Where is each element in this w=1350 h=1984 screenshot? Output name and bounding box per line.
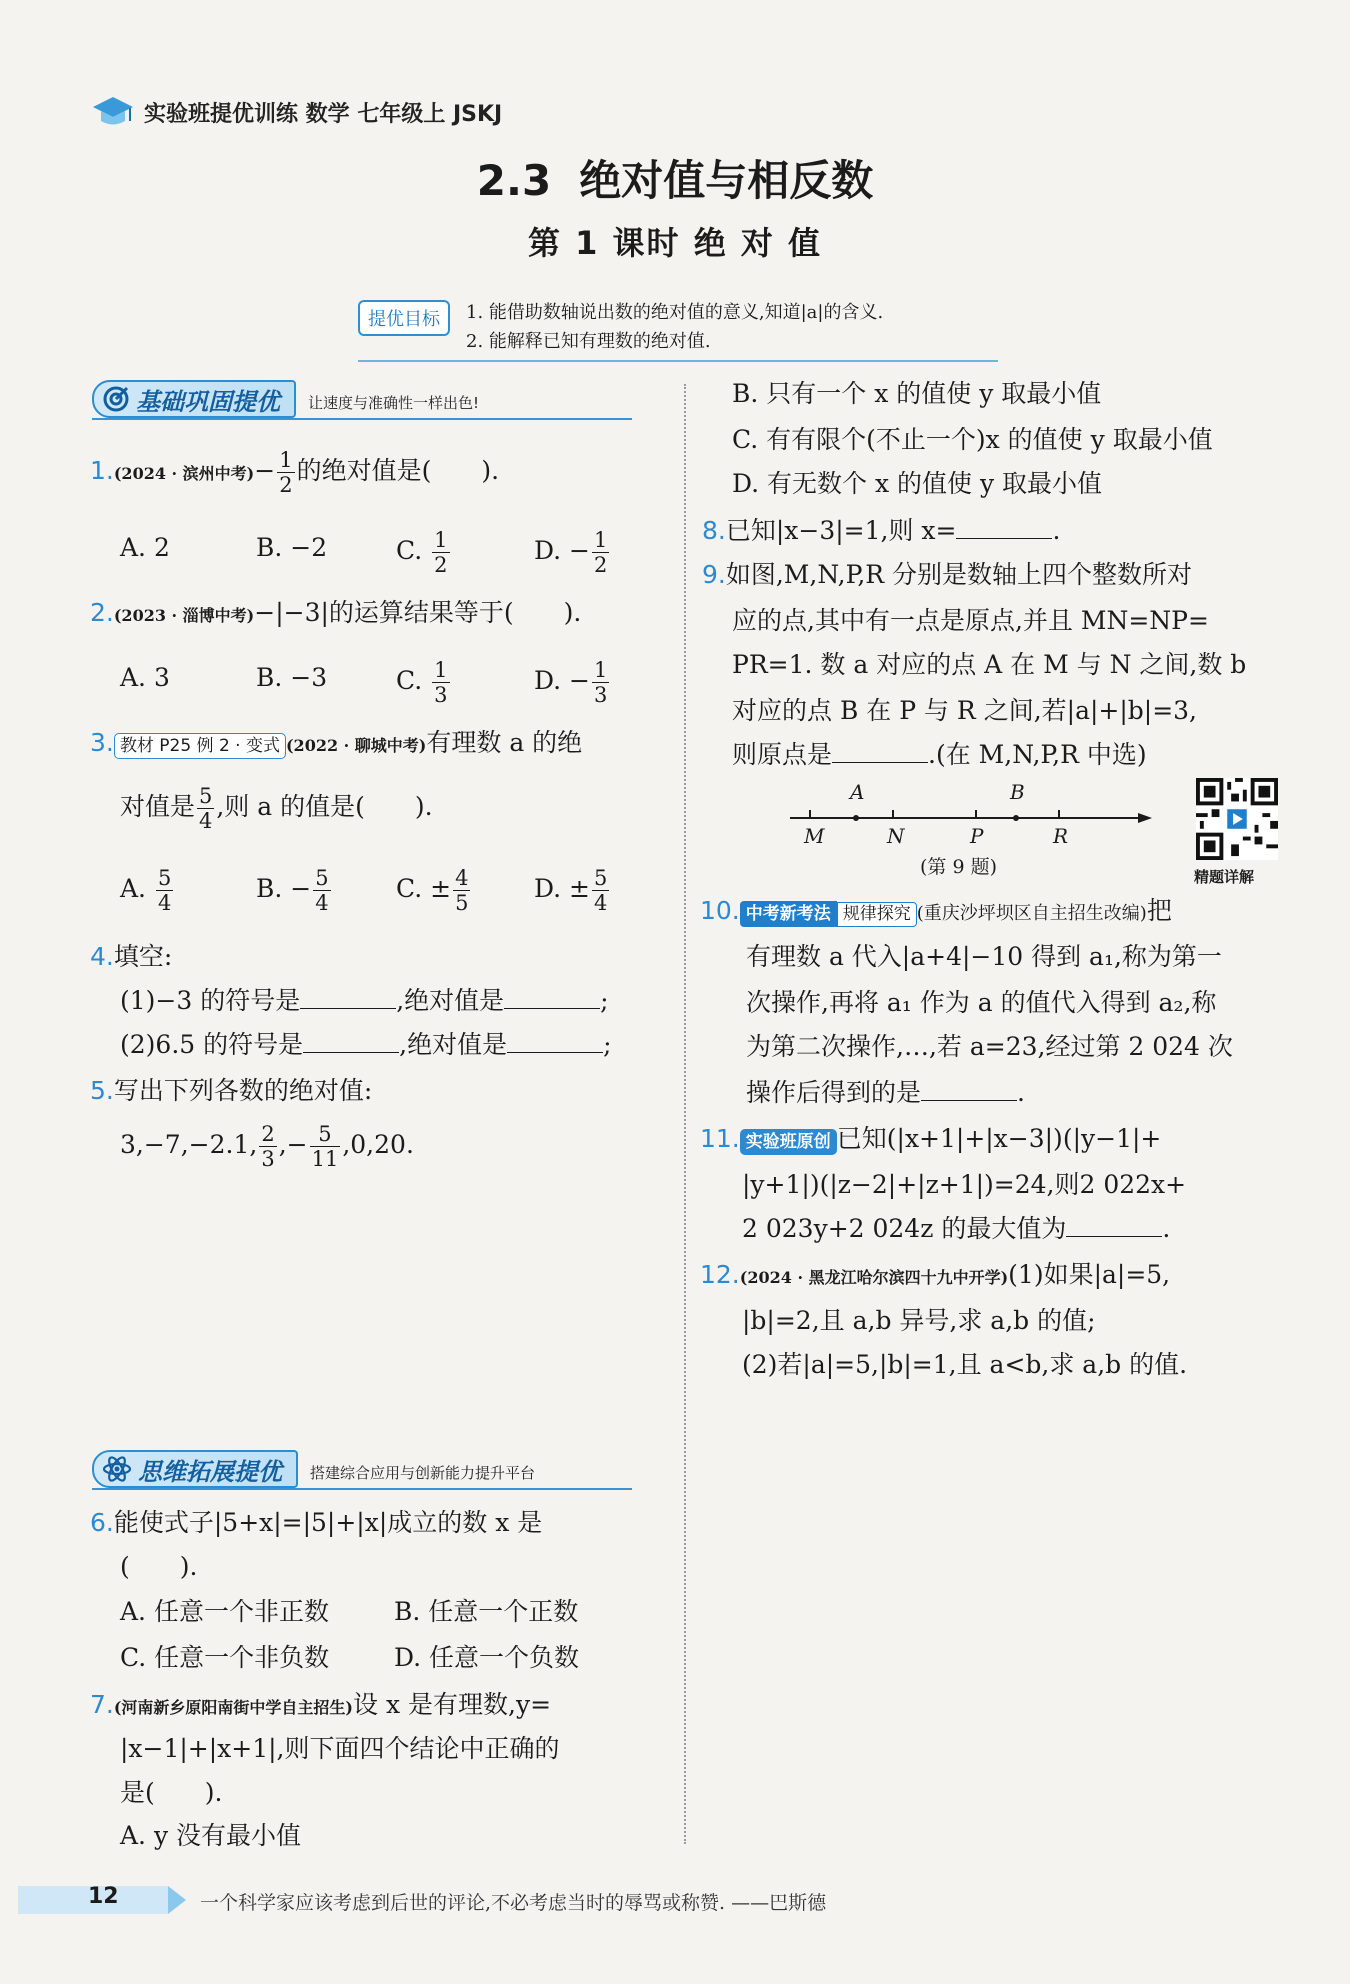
option-b: B. 只有一个 x 的值使 y 取最小值 (732, 379, 1102, 408)
option-b: B. 任意一个正数 (394, 1597, 579, 1626)
question-6-line-2: ( ). (120, 1552, 198, 1581)
question-3: 3. 教材 P25 例 2 · 变式 (2022 · 聊城中考)有理数 a 的绝 (90, 728, 583, 757)
question-9: 9.如图,M,N,P,R 分别是数轴上四个整数所对 (702, 560, 1193, 589)
point-n-label: N (887, 824, 905, 848)
question-11: 11. 实验班原创 已知(|x+1|+|x−3|)(|y−1|+ (700, 1124, 1162, 1153)
question-4-part-2: (2)6.5 的符号是 ,绝对值是 ; (120, 1030, 612, 1059)
question-4: 4.填空: (90, 942, 173, 971)
question-number: 1. (90, 456, 114, 485)
section-title (0, 148, 1350, 208)
point-r-label: R (1053, 824, 1069, 848)
graduation-cap-icon (92, 95, 134, 129)
section-name: 绝对值与相反数 (579, 156, 874, 205)
option-a: A. 2 (120, 533, 170, 562)
option-d: D. − $\frac{1}{2}$ (534, 528, 608, 577)
question-3-line-2: 对值是 $\frac{5}{4}$ ,则 a 的值是( ). (120, 784, 433, 833)
qr-caption: 精题详解 (1194, 868, 1255, 886)
book-header (92, 92, 502, 132)
section-number: 2.3 (476, 156, 552, 205)
point-m-label: M (804, 824, 825, 848)
original-tag: 实验班原创 (740, 1129, 837, 1155)
question-12-line: (2)若|a|=5,|b|=1,且 a<b,求 a,b 的值. (742, 1350, 1188, 1379)
option-b: B. −3 (256, 663, 328, 692)
option-b: B. −2 (256, 533, 328, 562)
question-11-line: |y+1|)(|z−2|+|z+1|)=24,则2 022x+ (742, 1170, 1187, 1199)
book-title: 实验班提优训练 数学 七年级上 JSKJ (144, 101, 503, 127)
question-10-line: 操作后得到的是 . (746, 1078, 1025, 1107)
question-source: (2024 · 滨州中考) (113, 464, 255, 483)
question-2: 2.(2023 · 淄博中考)−|−3|的运算结果等于( ). (90, 598, 582, 627)
question-9-line: 应的点,其中有一点是原点,并且 MN=NP= (732, 606, 1209, 635)
page-footer (0, 1880, 1350, 1924)
question-12: 12.(2024 · 黑龙江哈尔滨四十九中开学)(1)如果|a|=5, (700, 1260, 1171, 1289)
question-5: 5.写出下列各数的绝对值: (90, 1076, 373, 1105)
topic-tag: 规律探究 (837, 902, 917, 927)
page-number: 12 (88, 1884, 119, 1909)
point-p-label: P (970, 824, 984, 848)
question-6: 6.能使式子|5+x|=|5|+|x|成立的数 x 是 (90, 1508, 543, 1537)
goal-line: 1. 能借助数轴说出数的绝对值的意义,知道|a|的含义. (466, 302, 884, 323)
question-9-line: PR=1. 数 a 对应的点 A 在 M 与 N 之间,数 b (732, 650, 1247, 679)
question-7: 7.(河南新乡原阳南街中学自主招生)设 x 是有理数,y= (90, 1690, 552, 1719)
question-12-line: |b|=2,且 a,b 异号,求 a,b 的值; (742, 1306, 1096, 1335)
question-7-line-3: 是( ). (120, 1778, 223, 1807)
ext-section-subtitle: 搭建综合应用与创新能力提升平台 (310, 1464, 536, 1482)
option-a: A. 任意一个非正数 (120, 1597, 329, 1626)
goals-label: 提优目标 (358, 300, 450, 336)
option-d: D. 任意一个负数 (394, 1643, 580, 1672)
qr-code-icon[interactable] (1196, 778, 1278, 860)
ext-section-title: 思维拓展提优 (138, 1457, 282, 1486)
question-4-part-1: (1)−3 的符号是 ,绝对值是 ; (120, 986, 609, 1015)
question-8: 8.已知|x−3|=1,则 x= . (702, 516, 1061, 545)
question-10-line: 为第二次操作,…,若 a=23,经过第 2 024 次 (746, 1032, 1233, 1061)
option-c: C. ± $\frac{4}{5}$ (396, 866, 469, 915)
option-b: B. − $\frac{5}{4}$ (256, 866, 329, 915)
option-a: A. y 没有最小值 (120, 1821, 302, 1850)
lesson-title: 第 1 课时 绝 对 值 (528, 224, 822, 262)
exam-tag: 中考新考法 (740, 901, 837, 927)
basic-section-banner (92, 378, 632, 420)
basic-section-title: 基础巩固提优 (136, 387, 280, 416)
question-11-line: 2 023y+2 024z 的最大值为 . (742, 1214, 1171, 1243)
option-d: D. ± $\frac{5}{4}$ (534, 866, 608, 915)
option-c: C. 有有限个(不止一个)x 的值使 y 取最小值 (732, 425, 1213, 454)
question-7-line-2: |x−1|+|x+1|,则下面四个结论中正确的 (120, 1734, 560, 1763)
point-b-label: B (1010, 780, 1025, 804)
basic-section-subtitle: 让速度与准确性一样出色! (308, 394, 480, 412)
option-d: D. 有无数个 x 的值使 y 取最小值 (732, 469, 1103, 498)
option-a: A. 3 (120, 663, 170, 692)
question-10-line: 有理数 a 代入|a+4|−10 得到 a₁,称为第一 (746, 942, 1222, 971)
question-1: 1.(2024 · 滨州中考)− $\frac{1}{2}$ 的绝对值是( ). (90, 448, 500, 497)
goal-line: 2. 能解释已知有理数的绝对值. (466, 331, 711, 352)
ext-section-banner (92, 1448, 632, 1490)
point-a-label: A (850, 780, 865, 804)
column-divider (684, 384, 686, 1844)
option-c: C. $\frac{1}{2}$ (396, 528, 448, 577)
question-9-line: 则原点是 .(在 M,N,P,R 中选) (732, 740, 1147, 769)
learning-goals (358, 296, 998, 362)
atom-icon (102, 1455, 132, 1483)
option-c: C. $\frac{1}{3}$ (396, 658, 448, 707)
textbook-tag: 教材 P25 例 2 · 变式 (114, 733, 286, 759)
option-c: C. 任意一个非负数 (120, 1643, 330, 1672)
question-10: 10. 中考新考法 规律探究 (重庆沙坪坝区自主招生改编)把 (700, 896, 1172, 925)
question-9-line: 对应的点 B 在 P 与 R 之间,若|a|+|b|=3, (732, 696, 1197, 725)
question-5-numbers: 3,−7,−2.1, $\frac{2}{3}$ ,− $\frac{5}{11}$ ,0,20. (120, 1122, 414, 1171)
target-icon (102, 385, 130, 413)
footer-quote: 一个科学家应该考虑到后世的评论,不必考虑当时的辱骂或称赞. ——巴斯德 (200, 1892, 827, 1914)
option-a: A. $\frac{5}{4}$ (120, 866, 172, 915)
question-10-line: 次操作,再将 a₁ 作为 a 的值代入得到 a₂,称 (746, 988, 1217, 1017)
figure-caption: (第 9 题) (920, 856, 997, 878)
option-d: D. − $\frac{1}{3}$ (534, 658, 608, 707)
